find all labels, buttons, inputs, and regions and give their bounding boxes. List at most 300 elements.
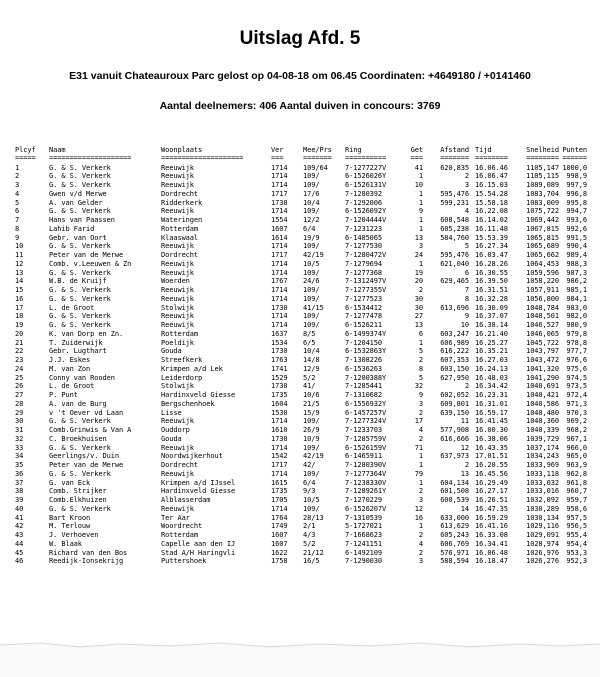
cell-location: Hardinxveld Giesse xyxy=(161,487,236,496)
cell-name: K. van Dorp en Zn. xyxy=(49,329,124,338)
cell-place: 44 xyxy=(15,539,24,548)
cell-ring: 6-1536263 xyxy=(345,364,383,373)
cell-place: 5 xyxy=(15,198,20,207)
cell-points: 997,9 xyxy=(566,181,587,189)
cell-points: 984,1 xyxy=(566,294,587,303)
cell-points: 969,2 xyxy=(566,417,587,426)
cell-ring: 7-1233703 xyxy=(345,426,383,434)
table-row xyxy=(15,505,587,514)
cell-speed: 1032,092 xyxy=(526,496,559,504)
cell-location: Reeuwijk xyxy=(161,504,194,513)
cell-distance: 2 xyxy=(464,172,469,181)
table-row xyxy=(15,286,587,295)
page-title: Uitslag Afd. 5 xyxy=(239,28,361,49)
cell-time: 16.15.03 xyxy=(475,181,508,189)
cell-distance: 633,000 xyxy=(440,513,469,522)
cell-ring: 5-1727021 xyxy=(345,522,383,531)
cell-speed: 1040,480 xyxy=(526,408,559,417)
cell-entries: 109/ xyxy=(303,242,320,251)
cell-name: Geerlings/v. Duin xyxy=(49,452,119,461)
cell-time: 16.20.55 xyxy=(475,461,508,469)
cell-speed: 1041,290 xyxy=(526,373,559,382)
cell-ring: 7-1277530 xyxy=(345,242,383,251)
cell-speed: 1065,662 xyxy=(526,251,559,259)
cell-speed: 1029,116 xyxy=(526,522,559,531)
cell-ticket: 9 xyxy=(418,391,423,399)
cell-ring: 7-1277478 xyxy=(345,312,383,321)
cell-location: Ter Aar xyxy=(161,513,190,522)
rule-club: === xyxy=(271,154,284,161)
cell-club: 1622 xyxy=(271,548,288,557)
cell-points: 998,9 xyxy=(566,172,587,181)
cell-entries: 109/ xyxy=(303,181,320,189)
cell-ring: 6-1492109 xyxy=(345,548,383,557)
cell-time: 16.39.50 xyxy=(475,277,508,286)
cell-ring: 6-1526131V xyxy=(345,181,387,189)
cell-speed: 1067,815 xyxy=(526,224,559,233)
cell-club: 1763 xyxy=(271,356,288,364)
table-row xyxy=(15,409,587,418)
cell-place: 7 xyxy=(15,216,20,224)
cell-location: Noordwijkerhout xyxy=(161,452,223,461)
cell-ticket: 1 xyxy=(418,452,423,461)
cell-ring: 7-1308226 xyxy=(345,356,383,364)
table-row xyxy=(15,207,587,216)
cell-speed: 1058,220 xyxy=(526,277,559,286)
cell-location: Woordrecht xyxy=(161,522,203,531)
rule-ring: ========== xyxy=(345,154,387,161)
rule-ticket: === xyxy=(410,154,423,161)
cell-name: L. de Groot xyxy=(49,303,95,312)
cell-time: 16.27.34 xyxy=(475,242,508,251)
cell-ring: 7-1277355V xyxy=(345,286,387,294)
torn-edge xyxy=(0,645,600,677)
cell-speed: 1065,689 xyxy=(526,242,559,251)
cell-club: 1717 xyxy=(271,461,288,469)
cell-points: 962,8 xyxy=(566,469,587,478)
cell-location: Woerden xyxy=(161,277,190,286)
cell-name: G. & S. Verkerk xyxy=(49,172,111,181)
cell-entries: 42/19 xyxy=(303,251,324,259)
cell-points: 989,4 xyxy=(566,251,587,259)
cell-time: 16.29.49 xyxy=(475,478,508,487)
cell-club: 1714 xyxy=(271,242,288,251)
cell-points: 952,3 xyxy=(566,557,587,566)
cell-club: 1714 xyxy=(271,417,288,426)
cell-distance: 8 xyxy=(464,294,469,303)
cell-ring: 7-1285759V xyxy=(345,434,387,443)
cell-entries: 6/4 xyxy=(303,224,316,233)
cell-points: 968,2 xyxy=(566,426,587,434)
cell-name: Comb.Elkhuizen xyxy=(49,496,107,504)
header-rule xyxy=(15,155,587,164)
table-row xyxy=(15,400,587,409)
cell-points: 963,9 xyxy=(566,461,587,469)
cell-location: Wateringen xyxy=(161,216,203,224)
cell-points: 980,9 xyxy=(566,321,587,329)
cell-name: G. & S. Verkerk xyxy=(49,443,111,452)
cell-ticket: 8 xyxy=(418,364,423,373)
cell-club: 1705 xyxy=(271,496,288,504)
cell-distance: 605,243 xyxy=(440,531,469,539)
header-place: Plcyf xyxy=(15,146,36,154)
cell-club: 1717 xyxy=(271,251,288,259)
header-distance: Afstand xyxy=(440,146,469,154)
cell-name: A. van Gelder xyxy=(49,198,103,207)
cell-entries: 10/5 xyxy=(303,496,320,504)
cell-entries: 109/ xyxy=(303,294,320,303)
cell-distance: 620,835 xyxy=(440,163,469,172)
cell-points: 959,7 xyxy=(566,496,587,504)
cell-name: G. & S. Verkerk xyxy=(49,268,111,277)
cell-club: 1730 xyxy=(271,303,288,312)
cell-distance: 629,465 xyxy=(440,277,469,286)
cell-name: G. & S. Verkerk xyxy=(49,504,111,513)
table-row xyxy=(15,164,587,173)
header-name: Naam xyxy=(49,146,66,154)
cell-place: 29 xyxy=(15,408,24,417)
cell-speed: 1046,065 xyxy=(526,329,559,338)
cell-ticket: 20 xyxy=(414,277,423,286)
cell-distance: 639,150 xyxy=(440,408,469,417)
cell-time: 16.28.26 xyxy=(475,259,508,268)
cell-entries: 5/2 xyxy=(303,373,316,382)
cell-location: Dordrecht xyxy=(161,461,199,469)
cell-time: 16.27.03 xyxy=(475,356,508,364)
table-row xyxy=(15,444,587,453)
table-row xyxy=(15,452,587,461)
cell-club: 1607 xyxy=(271,224,288,233)
cell-name: G. & S. Verkerk xyxy=(49,207,111,216)
cell-ticket: 2 xyxy=(418,408,423,417)
table-row xyxy=(15,190,587,199)
cell-name: M. Terlouw xyxy=(49,522,91,531)
cell-time: 16.06.46 xyxy=(475,163,508,172)
cell-club: 1717 xyxy=(271,189,288,198)
cell-place: 46 xyxy=(15,557,24,566)
cell-speed: 1043,472 xyxy=(526,356,559,364)
table-row xyxy=(15,295,587,304)
cell-name: W.B. de Kruijf xyxy=(49,277,107,286)
cell-club: 1530 xyxy=(271,408,288,417)
cell-speed: 1033,118 xyxy=(526,469,559,478)
cell-ring: 6-1556932Y xyxy=(345,399,387,408)
cell-time: 16.00.30 xyxy=(475,426,508,434)
cell-points: 986,2 xyxy=(566,277,587,286)
cell-club: 1714 xyxy=(271,259,288,268)
cell-time: 16.41.16 xyxy=(475,522,508,531)
cell-ring: 7-1241151 xyxy=(345,539,383,548)
cell-entries: 24/6 xyxy=(303,277,320,286)
cell-speed: 1064,453 xyxy=(526,259,559,268)
cell-speed: 1028,974 xyxy=(526,539,559,548)
cell-name: Bart Kroon xyxy=(49,513,91,522)
cell-entries: 2/1 xyxy=(303,522,316,531)
cell-location: Rotterdam xyxy=(161,531,199,539)
cell-location: Poeldijk xyxy=(161,338,194,347)
cell-place: 17 xyxy=(15,303,24,312)
cell-location: Reeuwijk xyxy=(161,417,194,426)
cell-location: Reeuwijk xyxy=(161,321,194,329)
cell-points: 996,8 xyxy=(566,189,587,198)
cell-name: G. & S. Verkerk xyxy=(49,469,111,478)
cell-distance: 588,594 xyxy=(440,557,469,566)
cell-location: Lisse xyxy=(161,408,182,417)
cell-name: Comb. Strijker xyxy=(49,487,107,496)
cell-place: 19 xyxy=(15,321,24,329)
cell-ticket: 2 xyxy=(418,487,423,496)
cell-club: 1554 xyxy=(271,216,288,224)
cell-ring: 7-1280472V xyxy=(345,251,387,259)
cell-place: 4 xyxy=(15,189,20,198)
cell-ring: 6-1457257V xyxy=(345,408,387,417)
cell-name: v 't Oever vd Laan xyxy=(49,408,124,417)
cell-entries: 42/ xyxy=(303,461,316,469)
cell-points: 983,0 xyxy=(566,303,587,312)
cell-distance: 12 xyxy=(460,443,469,452)
table-row xyxy=(15,277,587,286)
cell-club: 1542 xyxy=(271,452,288,461)
cell-ticket: 27 xyxy=(414,312,423,321)
cell-points: 979,8 xyxy=(566,329,587,338)
cell-ring: 6-1485065 xyxy=(345,233,383,242)
cell-place: 30 xyxy=(15,417,24,426)
cell-ticket: 3 xyxy=(418,242,423,251)
cell-place: 20 xyxy=(15,329,24,338)
cell-time: 16.41.45 xyxy=(475,417,508,426)
cell-name: G. & S. Verkerk xyxy=(49,242,111,251)
cell-location: Reeuwijk xyxy=(161,163,194,172)
table-row xyxy=(15,199,587,208)
cell-ticket: 16 xyxy=(414,513,423,522)
cell-speed: 1083,009 xyxy=(526,198,559,207)
cell-distance: 607,353 xyxy=(440,356,469,364)
cell-entries: 10/4 xyxy=(303,198,320,207)
cell-points: 953,3 xyxy=(566,548,587,557)
cell-place: 34 xyxy=(15,452,24,461)
table-row xyxy=(15,260,587,269)
cell-entries: 12/9 xyxy=(303,364,320,373)
cell-distance: 605,238 xyxy=(440,224,469,233)
table-row xyxy=(15,417,587,426)
cell-time: 16.37.07 xyxy=(475,312,508,321)
cell-time: 16.47.35 xyxy=(475,504,508,513)
cell-speed: 1040,421 xyxy=(526,391,559,399)
cell-location: Krimpen a/d IJssel xyxy=(161,478,236,487)
cell-location: Ridderkerk xyxy=(161,198,203,207)
cell-points: 993,6 xyxy=(566,216,587,224)
cell-distance: 14 xyxy=(460,504,469,513)
cell-location: Leiderdorp xyxy=(161,373,203,382)
cell-place: 11 xyxy=(15,251,24,259)
cell-club: 1607 xyxy=(271,531,288,539)
cell-points: 978,8 xyxy=(566,338,587,347)
cell-name: A. van de Burg xyxy=(49,399,107,408)
cell-place: 3 xyxy=(15,181,20,189)
cell-club: 1767 xyxy=(271,277,288,286)
cell-club: 1714 xyxy=(271,294,288,303)
cell-place: 26 xyxy=(15,382,24,391)
cell-time: 16.34.42 xyxy=(475,382,508,391)
cell-club: 1738 xyxy=(271,198,288,207)
cell-entries: 41/ xyxy=(303,382,316,391)
cell-entries: 9/3 xyxy=(303,487,316,496)
cell-speed: 1075,722 xyxy=(526,207,559,216)
header-ring: Ring xyxy=(345,146,362,154)
cell-speed: 1045,722 xyxy=(526,338,559,347)
cell-speed: 1065,815 xyxy=(526,233,559,242)
cell-location: Reeuwijk xyxy=(161,286,194,294)
cell-time: 16.38.14 xyxy=(475,321,508,329)
cell-ticket: 1 xyxy=(418,189,423,198)
table-row xyxy=(15,304,587,313)
cell-time: 16.32.28 xyxy=(475,294,508,303)
cell-club: 1730 xyxy=(271,347,288,356)
cell-entries: 41/15 xyxy=(303,303,324,312)
cell-name: G. & S. Verkerk xyxy=(49,181,111,189)
cell-club: 1749 xyxy=(271,522,288,531)
cell-ticket: 4 xyxy=(418,539,423,548)
cell-points: 985,1 xyxy=(566,286,587,294)
cell-entries: 21/12 xyxy=(303,548,324,557)
cell-name: Gwen v/d Merwe xyxy=(49,189,107,198)
cell-ring: 7-1290030 xyxy=(345,557,383,566)
header-entries: Mee/Prs xyxy=(303,146,332,154)
cell-place: 39 xyxy=(15,496,24,504)
cell-time: 17.01.51 xyxy=(475,452,508,461)
cell-distance: 608,548 xyxy=(440,216,469,224)
cell-time: 16.31.51 xyxy=(475,286,508,294)
cell-club: 1714 xyxy=(271,469,288,478)
cell-distance: 7 xyxy=(464,286,469,294)
cell-name: L. de Groot xyxy=(49,382,95,391)
cell-distance: 609,801 xyxy=(440,399,469,408)
cell-time: 16.26.51 xyxy=(475,496,508,504)
cell-distance: 603,150 xyxy=(440,364,469,373)
cell-time: 16.38.06 xyxy=(475,434,508,443)
cell-location: Alblasserdam xyxy=(161,496,211,504)
table-row xyxy=(15,312,587,321)
cell-points: 972,4 xyxy=(566,391,587,399)
cell-entries: 10/6 xyxy=(303,391,320,399)
cell-distance: 637,973 xyxy=(440,452,469,461)
cell-time: 16.25.27 xyxy=(475,338,508,347)
cell-distance: 602,052 xyxy=(440,391,469,399)
cell-place: 36 xyxy=(15,469,24,478)
cell-distance: 595,476 xyxy=(440,189,469,198)
cell-points: 971,3 xyxy=(566,399,587,408)
table-row xyxy=(15,487,587,496)
cell-name: G. & S. Verkerk xyxy=(49,321,111,329)
cell-name: Gebr. van Oort xyxy=(49,233,107,242)
cell-location: Krimpen a/d Lek xyxy=(161,364,223,373)
cell-ring: 7-1289261Y xyxy=(345,487,387,496)
table-row xyxy=(15,225,587,234)
cell-speed: 1033,969 xyxy=(526,461,559,469)
cell-entries: 10/4 xyxy=(303,347,320,356)
rule-distance: ======= xyxy=(440,154,469,161)
cell-points: 954,4 xyxy=(566,539,587,548)
cell-place: 21 xyxy=(15,338,24,347)
header-location: Woonplaats xyxy=(161,146,203,154)
cell-club: 1730 xyxy=(271,434,288,443)
cell-place: 42 xyxy=(15,522,24,531)
cell-distance: 577,908 xyxy=(440,426,469,434)
table-row xyxy=(15,435,587,444)
rule-entries: ======= xyxy=(303,154,332,161)
cell-ring: 6-1465911 xyxy=(345,452,383,461)
table-row xyxy=(15,496,587,505)
cell-distance: 3 xyxy=(464,181,469,189)
cell-ticket: 13 xyxy=(414,321,423,329)
cell-club: 1741 xyxy=(271,364,288,373)
cell-ticket: 1 xyxy=(418,478,423,487)
results-table xyxy=(15,146,587,566)
cell-speed: 1059,596 xyxy=(526,268,559,277)
cell-ticket: 13 xyxy=(414,233,423,242)
cell-time: 16.24.13 xyxy=(475,364,508,373)
cell-speed: 1048,501 xyxy=(526,312,559,321)
cell-entries: 6/4 xyxy=(303,478,316,487)
cell-points: 966,0 xyxy=(566,443,587,452)
cell-ring: 7-1270229 xyxy=(345,496,383,504)
cell-entries: 19/9 xyxy=(303,233,320,242)
cell-points: 970,3 xyxy=(566,408,587,417)
table-header xyxy=(15,146,587,155)
table-row xyxy=(15,339,587,348)
cell-ring: 6-1534412 xyxy=(345,303,383,312)
cell-location: Reeuwijk xyxy=(161,268,194,277)
cell-location: Reeuwijk xyxy=(161,207,194,216)
cell-ticket: 24 xyxy=(414,251,423,259)
cell-club: 1714 xyxy=(271,207,288,216)
cell-ticket: 2 xyxy=(418,286,423,294)
cell-time: 16.06.48 xyxy=(475,548,508,557)
table-row xyxy=(15,234,587,243)
table-row xyxy=(15,479,587,488)
cell-ticket: 2 xyxy=(418,531,423,539)
table-row xyxy=(15,531,587,540)
cell-entries: 109/ xyxy=(303,286,320,294)
cell-entries: 15/9 xyxy=(303,408,320,417)
cell-location: Reeuwijk xyxy=(161,242,194,251)
cell-location: Reeuwijk xyxy=(161,469,194,478)
cell-distance: 4 xyxy=(464,207,469,216)
table-row xyxy=(15,391,587,400)
cell-ring: 7-1200388Y xyxy=(345,373,387,382)
cell-points: 955,4 xyxy=(566,531,587,539)
participant-counts: Aantal deelnemers: 406 Aantal duiven in concours: 3769 xyxy=(159,100,441,112)
cell-ticket: 30 xyxy=(414,294,423,303)
table-row xyxy=(15,557,587,566)
cell-ring: 7-1231223 xyxy=(345,224,383,233)
cell-speed: 1057,911 xyxy=(526,286,559,294)
cell-place: 25 xyxy=(15,373,24,382)
cell-place: 24 xyxy=(15,364,24,373)
cell-distance: 13 xyxy=(460,469,469,478)
cell-ring: 7-1668623 xyxy=(345,531,383,539)
cell-points: 960,7 xyxy=(566,487,587,496)
table-row xyxy=(15,347,587,356)
cell-club: 1610 xyxy=(271,426,288,434)
cell-name: M. van Zon xyxy=(49,364,91,373)
table-row xyxy=(15,426,587,435)
cell-ticket: 1 xyxy=(418,216,423,224)
cell-name: Reedijk-Ionsekrijg xyxy=(49,557,124,566)
cell-name: Peter van de Merwe xyxy=(49,461,124,469)
table-row xyxy=(15,172,587,181)
cell-place: 1 xyxy=(15,163,20,172)
